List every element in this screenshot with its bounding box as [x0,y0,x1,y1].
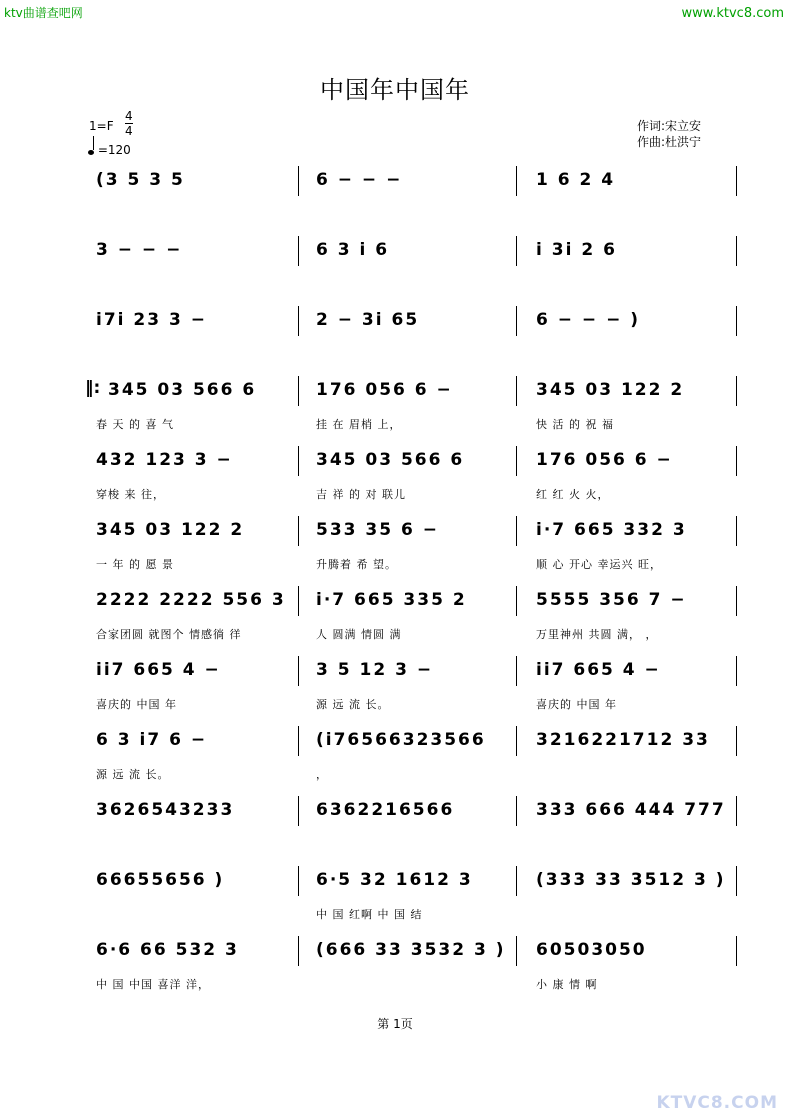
credits [637,118,701,150]
measure: 5555 356 7 − [536,590,687,610]
measure: ii7 665 4 − [96,660,221,680]
lyric-line: 红 红 火 火， [536,488,610,501]
measure: 66655656 ) [96,870,225,890]
measure: 3626543233 [96,800,235,820]
score-line [0,656,790,726]
score-line [0,796,790,866]
measure: 176 056 6 − [316,380,453,400]
score-line [0,936,790,1006]
lyric-line: 快 活 的 祝 福 [536,418,614,431]
bar-line [516,516,517,546]
measure: (3 5 3 5 [96,170,185,190]
site-logo-watermark: KTVC8.COM [656,1093,778,1113]
measure: 3216221712 33 [536,730,710,750]
bar-line [736,936,737,966]
measure: 3 − − − [96,240,183,260]
lyric-line: 春 天 的 喜 气 [96,418,174,431]
measure: 432 123 3 − [96,450,233,470]
score-line [0,446,790,516]
measure: 345 03 122 2 [536,380,685,400]
bar-line [298,936,299,966]
measure: (666 33 3532 3 ) [316,940,506,960]
lyric-line: 万里神州 共圆 满， ， [536,628,658,641]
bar-line [298,586,299,616]
lyric-line: 吉 祥 的 对 联儿 [316,488,406,501]
site-watermark-top-left: ktv曲谱查吧网 [4,6,83,20]
measure: 345 03 122 2 [96,520,245,540]
score-line [0,376,790,446]
lyric-line: 源 远 流 长。 [96,768,170,781]
bar-line [298,376,299,406]
score-line [0,866,790,936]
time-signature [125,109,133,138]
lyric-line: 人 圆满 情圆 满 [316,628,402,641]
tempo-marking [88,140,131,157]
bar-line [736,726,737,756]
bar-line [516,866,517,896]
score-line [0,516,790,586]
bar-line [516,726,517,756]
measure: i·7 665 335 2 [316,590,467,610]
bar-line [516,166,517,196]
bar-line [298,306,299,336]
measure: 6·6 66 532 3 [96,940,239,960]
lyric-line: 穿梭 来 往， [96,488,165,501]
bar-line [298,166,299,196]
bar-line [516,796,517,826]
page-title: 中国年中国年 [320,76,470,104]
bar-line [736,656,737,686]
bar-line [298,796,299,826]
score-line [0,586,790,656]
note-stem [93,136,94,150]
measure: (333 33 3512 3 ) [536,870,726,890]
measure: ii7 665 4 − [536,660,661,680]
meter-top: 4 [125,109,133,123]
bar-line [516,656,517,686]
measure: 6362216566 [316,800,455,820]
measure: i 3i 2 6 [536,240,617,260]
lyricist: 作词:宋立安 [637,119,702,133]
measure: 1 6 2 4 [536,170,616,190]
measure: 6 − − − ) [536,310,641,330]
bar-line [736,866,737,896]
measure: 6·5 32 1612 3 [316,870,473,890]
lyric-line: 顺 心 开心 幸运兴 旺， [536,558,662,571]
lyric-line: 升腾着 希 望。 [316,558,397,571]
measure: 6 3 i7 6 − [96,730,208,750]
measure: 345 03 566 6 [316,450,465,470]
measure: i7i 23 3 − [96,310,207,330]
lyric-line: 中 国 中国 喜洋 洋， [96,978,210,991]
measure: 60503050 [536,940,647,960]
measure: (i76566323566 [316,730,486,750]
lyric-line: 合家团圆 就图个 情感徜 徉 [96,628,242,641]
quarter-note-icon [88,150,94,155]
bar-line [736,586,737,616]
bar-line [736,446,737,476]
bar-line [298,236,299,266]
measure: 2222 2222 556 3 [96,590,286,610]
lyric-line: 喜庆的 中国 年 [536,698,617,711]
measure: 6 − − − [316,170,403,190]
key-signature: 1=F [89,119,114,133]
measure: 345 03 566 6 [108,380,257,400]
bar-line [516,236,517,266]
bar-line [516,446,517,476]
bar-line [736,236,737,266]
bar-line [736,376,737,406]
lyric-line: 源 远 流 长。 [316,698,390,711]
measure: 533 35 6 − [316,520,439,540]
measure: 6 3 i 6 [316,240,390,260]
composer: 作曲:杜洪宁 [637,135,702,149]
repeat-start-sign: ‖: [85,378,101,398]
bar-line [736,306,737,336]
bar-line [736,516,737,546]
score-line [0,236,790,306]
score-line [0,306,790,376]
bar-line [298,866,299,896]
bar-line [736,166,737,196]
site-watermark-top-right: www.ktvc8.com [681,6,784,21]
measure: i·7 665 332 3 [536,520,687,540]
bar-line [736,796,737,826]
measure: 3 5 12 3 − [316,660,434,680]
bar-line [298,726,299,756]
score-line [0,726,790,796]
bar-line [516,936,517,966]
measure: 333 666 444 777 [536,800,726,820]
score-line [0,166,790,236]
measure: 176 056 6 − [536,450,673,470]
lyric-line: 一 年 的 愿 景 [96,558,174,571]
lyric-line: 小 康 情 啊 [536,978,598,991]
meter-bottom: 4 [125,124,133,138]
page-number: 第 1页 [377,1017,413,1031]
lyric-line: 喜庆的 中国 年 [96,698,177,711]
bar-line [516,376,517,406]
bar-line [298,446,299,476]
measure: 2 − 3i 65 [316,310,420,330]
tempo-value: =120 [97,143,131,157]
lyric-line: 中 国 红啊 中 国 结 [316,908,423,921]
lyric-line: ， [316,768,328,781]
bar-line [516,306,517,336]
bar-line [298,656,299,686]
bar-line [516,586,517,616]
bar-line [298,516,299,546]
lyric-line: 挂 在 眉梢 上， [316,418,402,431]
